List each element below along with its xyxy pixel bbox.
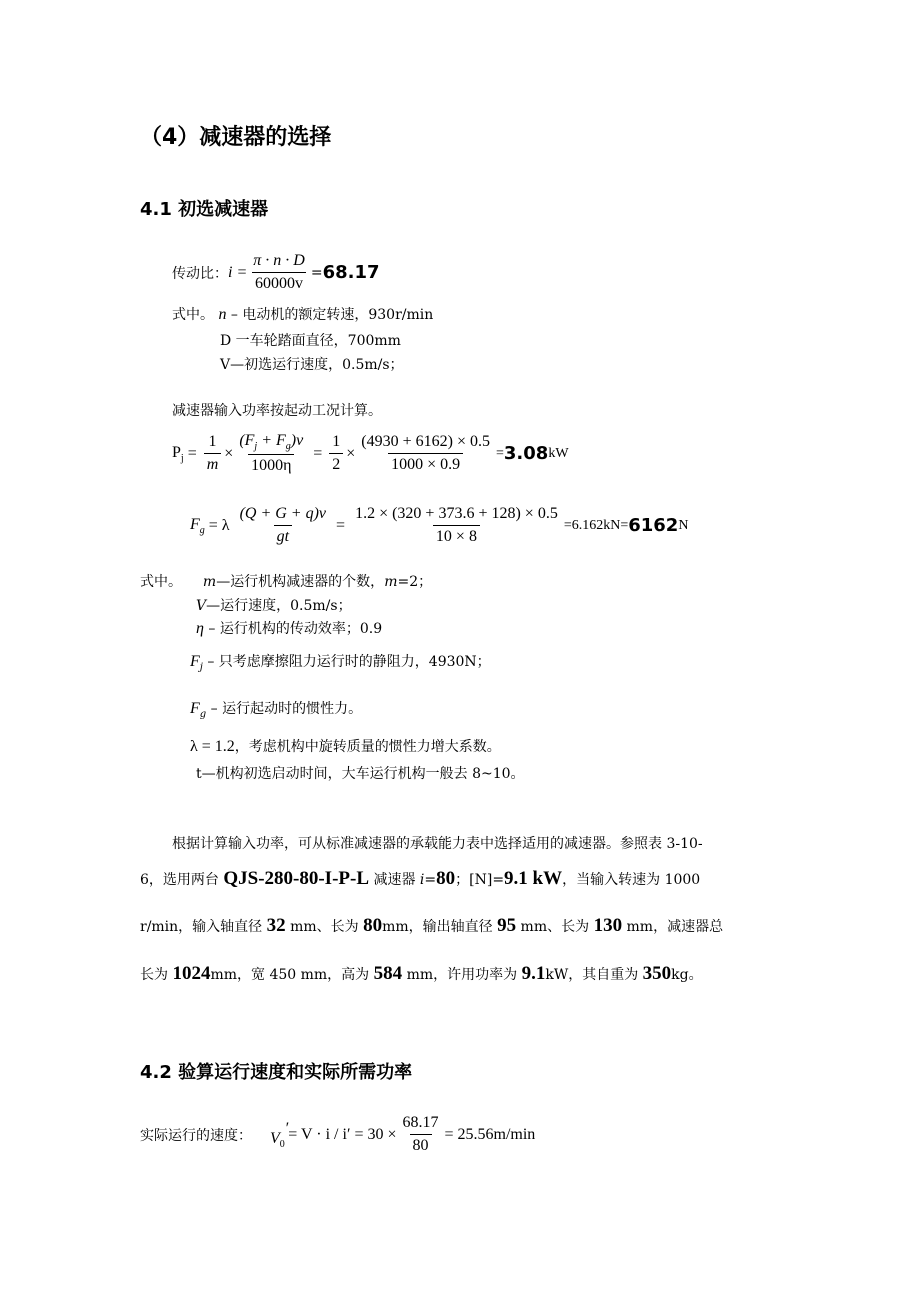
where2-fj-text: – 只考虑摩擦阻力运行时的静阻力，4930N； [202,654,491,670]
pj-frac-4 [358,433,493,474]
where2-m-symbol-2: m [384,574,398,590]
input-shaft-diameter: 32 [266,915,286,936]
fg-frac-1-num: (Q + G + q)v [239,505,327,522]
speed-lhs: $V_0'$ [270,1119,289,1150]
where2-lambda-text: ，考虑机构中旋转质量的惯性力增大系数。 [234,739,501,755]
fg-formula [190,505,688,546]
fg-value: 6162 [628,515,679,536]
where1-symbol-n: n [218,306,227,323]
pj-value: 3.08 [503,443,549,464]
allowed-power: 9.1 [521,963,546,984]
where2-lambda-expr: λ = 1.2 [190,738,235,755]
para-l3-a: r/min，输入轴直径 [140,919,267,935]
pj-frac-2-den: 1000η [248,454,294,475]
pj-times-2: × [346,444,356,462]
speed-frac-num: 68.17 [402,1114,439,1131]
para-line-3 [140,915,723,937]
where2-m-text-2: =2； [397,574,433,590]
where2-line-lambda [190,736,501,756]
where2-fg-sub: g [199,709,207,720]
pj-frac-3-num: 1 [332,433,341,450]
pj-frac-1 [204,433,222,474]
where1-text-1: – 电动机的额定转速，930r/min [226,307,434,323]
reducer-length: 1024 [172,963,211,984]
pj-frac-1-num: 1 [208,433,217,450]
where1-prefix: 式中。 [172,307,214,323]
fg-frac-2-den: 10 × 8 [433,525,480,546]
fg-mid: =6.162kN= [563,517,629,533]
pj-frac-1-den: m [204,453,222,474]
where2-line-t: t—机构初选启动时间，大车运行机构一般去 8~10。 [196,766,525,782]
ratio-denominator: 60000v [252,272,306,293]
where2-fj-symbol: F [190,653,200,670]
pj-eq2: = [313,444,323,462]
where2-line-fg [190,698,362,720]
where2-line-m [140,571,432,591]
where2-m-symbol: m [202,574,217,590]
pj-eq3: = [495,445,504,461]
para-l4-a: 长为 [140,967,173,983]
pj-frac-4-num: (4930 + 6162) × 0.5 [361,433,490,450]
fg-frac-2 [352,505,561,546]
where2-fj-sub: j [199,662,203,673]
pj-formula [172,432,569,475]
reducer-height: 584 [373,963,403,984]
para-l4-e: kg。 [671,967,703,983]
para-l2-c: = [424,872,437,888]
para-l3-b: mm、长为 [285,919,364,935]
reducer-model: QJS-280-80-I-P-L [223,868,370,889]
para-line-1: 根据计算输入功率，可从标准减速器的承载能力表中选择适用的减速器。参照表 3-10- [172,836,703,852]
para-l2-e: ，当输入转速为 1000 [562,872,701,888]
ratio-fraction [250,252,308,293]
ratio-lhs: i = [228,263,248,281]
where2-line-eta [196,618,382,638]
speed-formula [140,1114,535,1155]
fg-lhs: $F_g$ [190,515,205,536]
para-l3-e: mm，减速器总 [622,919,724,935]
reducer-power-value: 9.1 kW [504,868,563,889]
speed-label: 实际运行的速度： [140,1127,252,1144]
subsection-4-1-title: 4.1 初选减速器 [140,199,269,220]
pj-frac-3-den: 2 [329,453,343,474]
where2-v-text: —运行速度，0.5m/s； [206,598,352,614]
fg-eq1: = λ [208,516,230,534]
reducer-ratio-value: 80 [436,868,456,889]
pj-lhs: $P_j$ [172,443,184,464]
para-l2-i: i [419,872,425,888]
speed-frac-den: 80 [410,1134,432,1155]
pj-frac-3 [329,433,343,474]
where2-fg-symbol: F [190,700,200,717]
para-l4-b: mm，宽 450 mm，高为 [210,967,374,983]
output-shaft-diameter: 95 [497,915,517,936]
where2-eta-text: – 运行机构的传动效率；0.9 [203,621,383,637]
para-l4-d: kW，其自重为 [545,967,643,983]
pj-frac-2-num: $(F_j + F_g)v$ [239,432,304,452]
reducer-weight: 350 [642,963,672,984]
ratio-label: 传动比： [172,265,228,282]
pj-frac-4-den: 1000 × 0.9 [388,453,463,474]
ratio-numerator: π · n · D [253,252,305,269]
subsection-4-2-title: 4.2 验算运行速度和实际所需功率 [140,1062,413,1083]
para-line-2 [140,868,700,890]
pj-eq1: = [187,444,197,462]
ratio-eq: = [310,264,323,281]
speed-fraction [400,1114,442,1155]
where2-v-symbol: V [196,598,207,614]
where1-line-2: D 一车轮踏面直径，700mm [220,333,401,349]
fg-eq2: = [336,516,346,534]
ratio-value: 68.17 [322,262,380,283]
where2-line-fj [190,651,491,673]
power-note: 减速器输入功率按起动工况计算。 [172,403,382,419]
where1-line-3: V—初选运行速度，0.5m/s； [220,357,404,373]
fg-frac-1-den: gt [274,525,292,546]
fg-frac-2-num: 1.2 × (320 + 373.6 + 128) × 0.5 [355,505,558,522]
speed-rhs: = 25.56m/min [444,1125,536,1143]
output-shaft-length: 130 [593,915,623,936]
para-l2-d: ；[N]= [455,872,505,888]
para-l2-a: 6，选用两台 [140,872,224,888]
para-l4-c: mm，许用功率为 [402,967,522,983]
fg-frac-1 [237,505,329,546]
ratio-formula [172,252,380,293]
where2-line-v [196,595,352,615]
where2-m-text: —运行机构减速器的个数， [216,574,385,590]
speed-mid: = V · i / i′ = 30 × [288,1125,397,1143]
pj-unit: kW [548,445,569,461]
where2-prefix: 式中。 [140,574,182,590]
para-l2-b: 减速器 [369,872,420,888]
pj-times-1: × [224,444,234,462]
para-line-4 [140,963,703,985]
where1-line-1 [172,304,433,324]
pj-frac-2 [236,432,306,475]
para-l3-d: mm、长为 [516,919,594,935]
fg-unit: N [678,517,689,533]
input-shaft-length: 80 [363,915,383,936]
section-title: （4）减速器的选择 [140,125,332,150]
para-l3-c: mm，输出轴直径 [382,919,498,935]
where2-fg-text: – 运行起动时的惯性力。 [206,701,363,717]
where2-eta-symbol: η [196,620,204,637]
